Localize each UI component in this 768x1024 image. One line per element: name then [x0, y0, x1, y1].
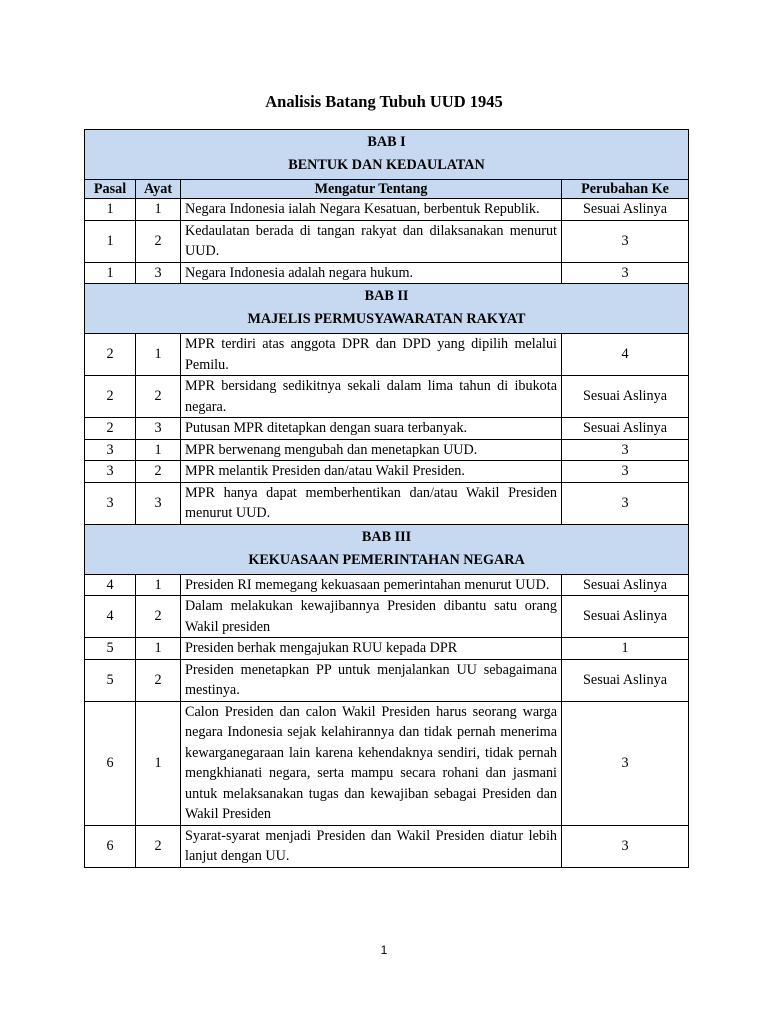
table-row [85, 262, 689, 284]
ayat-cell: 3 [136, 262, 181, 284]
ayat-cell: 1 [136, 638, 181, 660]
table-row [85, 334, 689, 376]
table-row [85, 220, 689, 262]
mengatur-tentang-cell: Dalam melakukan kewajibannya Presiden dibantu satu orang Wakil presiden [181, 596, 562, 638]
table-row [85, 376, 689, 418]
ayat-cell: 1 [136, 574, 181, 596]
bab-header-cell [85, 130, 689, 180]
mengatur-tentang-cell: MPR berwenang mengubah dan menetapkan UUD. [181, 439, 562, 461]
mengatur-tentang-cell: MPR terdiri atas anggota DPR dan DPD yang dipilih melalui Pemilu. [181, 334, 562, 376]
perubahan-ke-cell: 3 [562, 825, 689, 867]
pasal-cell: 3 [85, 461, 136, 483]
perubahan-ke-cell: 3 [562, 461, 689, 483]
pasal-cell: 4 [85, 596, 136, 638]
bab-header-cell [85, 524, 689, 574]
mengatur-tentang-cell: Presiden berhak mengajukan RUU kepada DPR [181, 638, 562, 660]
mengatur-tentang-cell: Putusan MPR ditetapkan dengan suara terbanyak. [181, 418, 562, 440]
pasal-cell: 5 [85, 659, 136, 701]
pasal-cell: 6 [85, 701, 136, 825]
bab-number: BAB III [361, 528, 412, 545]
perubahan-ke-cell: 3 [562, 701, 689, 825]
page-title: Analisis Batang Tubuh UUD 1945 [265, 92, 503, 111]
pasal-cell: 3 [85, 482, 136, 524]
pasal-cell: 4 [85, 574, 136, 596]
perubahan-ke-cell: Sesuai Aslinya [562, 418, 689, 440]
pasal-cell: 3 [85, 439, 136, 461]
pasal-cell: 1 [85, 262, 136, 284]
mengatur-tentang-cell: Negara Indonesia ialah Negara Kesatuan, berbentuk Republik. [181, 199, 562, 221]
perubahan-ke-cell: Sesuai Aslinya [562, 574, 689, 596]
pasal-cell: 2 [85, 334, 136, 376]
table-row [85, 596, 689, 638]
uud-analysis-table [84, 129, 689, 868]
mengatur-tentang-cell: Presiden menetapkan PP untuk menjalankan UU sebagaimana mestinya. [181, 659, 562, 701]
ayat-header: Ayat [136, 180, 181, 199]
ayat-cell: 1 [136, 701, 181, 825]
page-number: 1 [380, 943, 388, 957]
bab-title: KEKUASAAN PEMERINTAHAN NEGARA [248, 551, 525, 568]
ayat-cell: 2 [136, 220, 181, 262]
ayat-cell: 1 [136, 199, 181, 221]
table-row [85, 638, 689, 660]
table-row [85, 659, 689, 701]
mengatur-tentang-cell: MPR bersidang sedikitnya sekali dalam lima tahun di ibukota negara. [181, 376, 562, 418]
mengatur-tentang-cell: MPR melantik Presiden dan/atau Wakil Presiden. [181, 461, 562, 483]
perubahan-ke-cell: Sesuai Aslinya [562, 199, 689, 221]
ayat-cell: 2 [136, 376, 181, 418]
bab-header-row [85, 130, 689, 180]
column-header-row [85, 180, 689, 199]
table-row [85, 574, 689, 596]
ayat-cell: 3 [136, 418, 181, 440]
pasal-cell: 1 [85, 220, 136, 262]
bab-title: BENTUK DAN KEDAULATAN [288, 157, 485, 173]
perubahan-ke-cell: 3 [562, 482, 689, 524]
perubahan-ke-cell: Sesuai Aslinya [562, 596, 689, 638]
perubahan-ke-cell: 3 [562, 220, 689, 262]
bab-title: MAJELIS PERMUSYAWARATAN RAKYAT [247, 311, 526, 327]
table-row [85, 701, 689, 825]
perubahan-ke-cell: 3 [562, 439, 689, 461]
pasal-cell: 5 [85, 638, 136, 660]
mengatur-tentang-cell: MPR hanya dapat memberhentikan dan/atau Wakil Presiden menurut UUD. [181, 482, 562, 524]
bab-number: BAB II [364, 288, 409, 304]
bab-header-row [85, 524, 689, 574]
mengatur-tentang-cell: Syarat-syarat menjadi Presiden dan Wakil Presiden diatur lebih lanjut dengan UU. [181, 825, 562, 867]
ayat-cell: 2 [136, 659, 181, 701]
table-row [85, 461, 689, 483]
mengatur-tentang-cell: Presiden RI memegang kekuasaan pemerintahan menurut UUD. [181, 574, 562, 596]
perubahan-ke-cell: Sesuai Aslinya [562, 659, 689, 701]
pasal-cell: 6 [85, 825, 136, 867]
pasal-cell: 2 [85, 376, 136, 418]
ayat-cell: 2 [136, 825, 181, 867]
perubahan-ke-cell: 1 [562, 638, 689, 660]
table-row [85, 825, 689, 867]
bab-header-row [85, 284, 689, 334]
ayat-cell: 2 [136, 596, 181, 638]
perubahan-ke-cell: 3 [562, 262, 689, 284]
perubahan-ke-cell: 4 [562, 334, 689, 376]
ayat-cell: 1 [136, 439, 181, 461]
ayat-cell: 2 [136, 461, 181, 483]
bab-header-cell [85, 284, 689, 334]
table-row [85, 482, 689, 524]
mengatur-tentang-cell: Calon Presiden dan calon Wakil Presiden harus seorang warga negara Indonesia sejak kelahirannya dan tidak pernah menerima kewarganegaraan lain karena kehendaknya sendiri, tidak pernah mengkhianati negara, serta mampu secara rohani dan jasmani untuk melaksanakan tugas dan kewajiban sebagai Presiden dan Wakil Presiden [181, 701, 562, 825]
table-row [85, 439, 689, 461]
pasal-cell: 2 [85, 418, 136, 440]
table-row [85, 418, 689, 440]
mengatur-tentang-cell: Negara Indonesia adalah negara hukum. [181, 262, 562, 284]
perubahan-ke-cell: Sesuai Aslinya [562, 376, 689, 418]
ayat-cell: 3 [136, 482, 181, 524]
mengatur-tentang-cell: Kedaulatan berada di tangan rakyat dan dilaksanakan menurut UUD. [181, 220, 562, 262]
mengatur-tentang-header: Mengatur Tentang [181, 180, 562, 199]
table-row [85, 199, 689, 221]
pasal-cell: 1 [85, 199, 136, 221]
perubahan-ke-header: Perubahan Ke [562, 180, 689, 199]
ayat-cell: 1 [136, 334, 181, 376]
pasal-header: Pasal [85, 180, 136, 199]
bab-number: BAB I [367, 134, 406, 150]
